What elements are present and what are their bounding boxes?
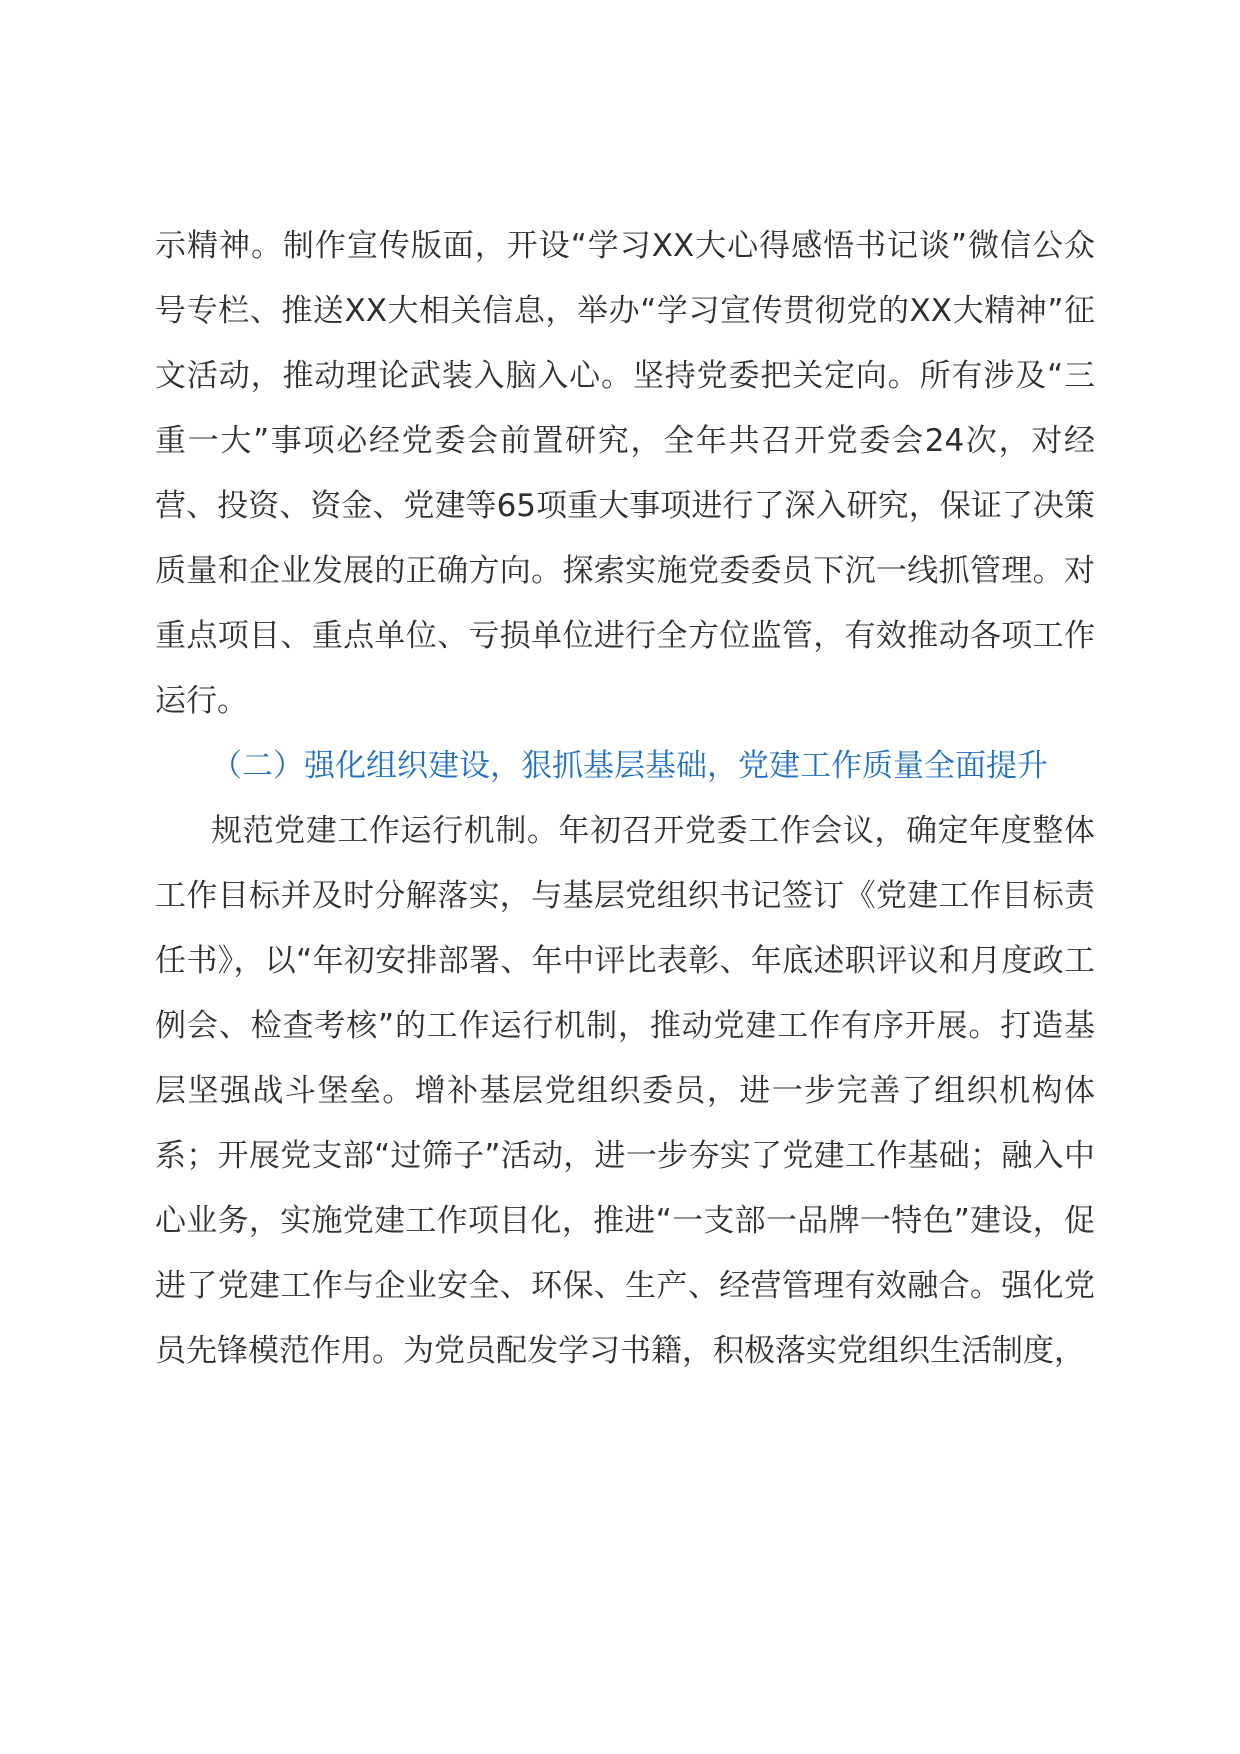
body-paragraph-2: 规范党建工作运行机制。年初召开党委工作会议，确定年度整体工作目标并及时分解落实，与基层党组织书记签订《党建工作目标责任书》，以“年初安排部署、年中评比表彰、年底述职评议和月度政工例会、检查考核”的工作运行机制，推动党建工作有序开展。打造基层坚强战斗堡垒。增补基层党组织委员，进一步完善了组织机构体系；开展党支部“过筛子”活动，进一步夯实了党建工作基础；融入中心业务，实施党建工作项目化，推进“一支部一品牌一特色”建设，促进了党建工作与企业安全、环保、生产、经营管理有效融合。强化党员先锋模范作用。为党员配发学习书籍，积极落实党组织生活制度，	[155, 813, 1095, 1369]
document-body	[155, 214, 1095, 1384]
section-heading-2: （二）强化组织建设，狠抓基层基础，党建工作质量全面提升	[211, 748, 1048, 784]
body-paragraph-1: 示精神。制作宣传版面，开设“学习XX大心得感悟书记谈”微信公众号专栏、推送XX大相关信息，举办“学习宣传贯彻党的XX大精神”征文活动，推动理论武装入脑入心。坚持党委把关定向。所有涉及“三重一大”事项必经党委会前置研究，全年共召开党委会24次，对经营、投资、资金、党建等65项重大事项进行了深入研究，保证了决策质量和企业发展的正确方向。探索实施党委委员下沉一线抓管理。对重点项目、重点单位、亏损单位进行全方位监管，有效推动各项工作运行。	[155, 228, 1095, 719]
